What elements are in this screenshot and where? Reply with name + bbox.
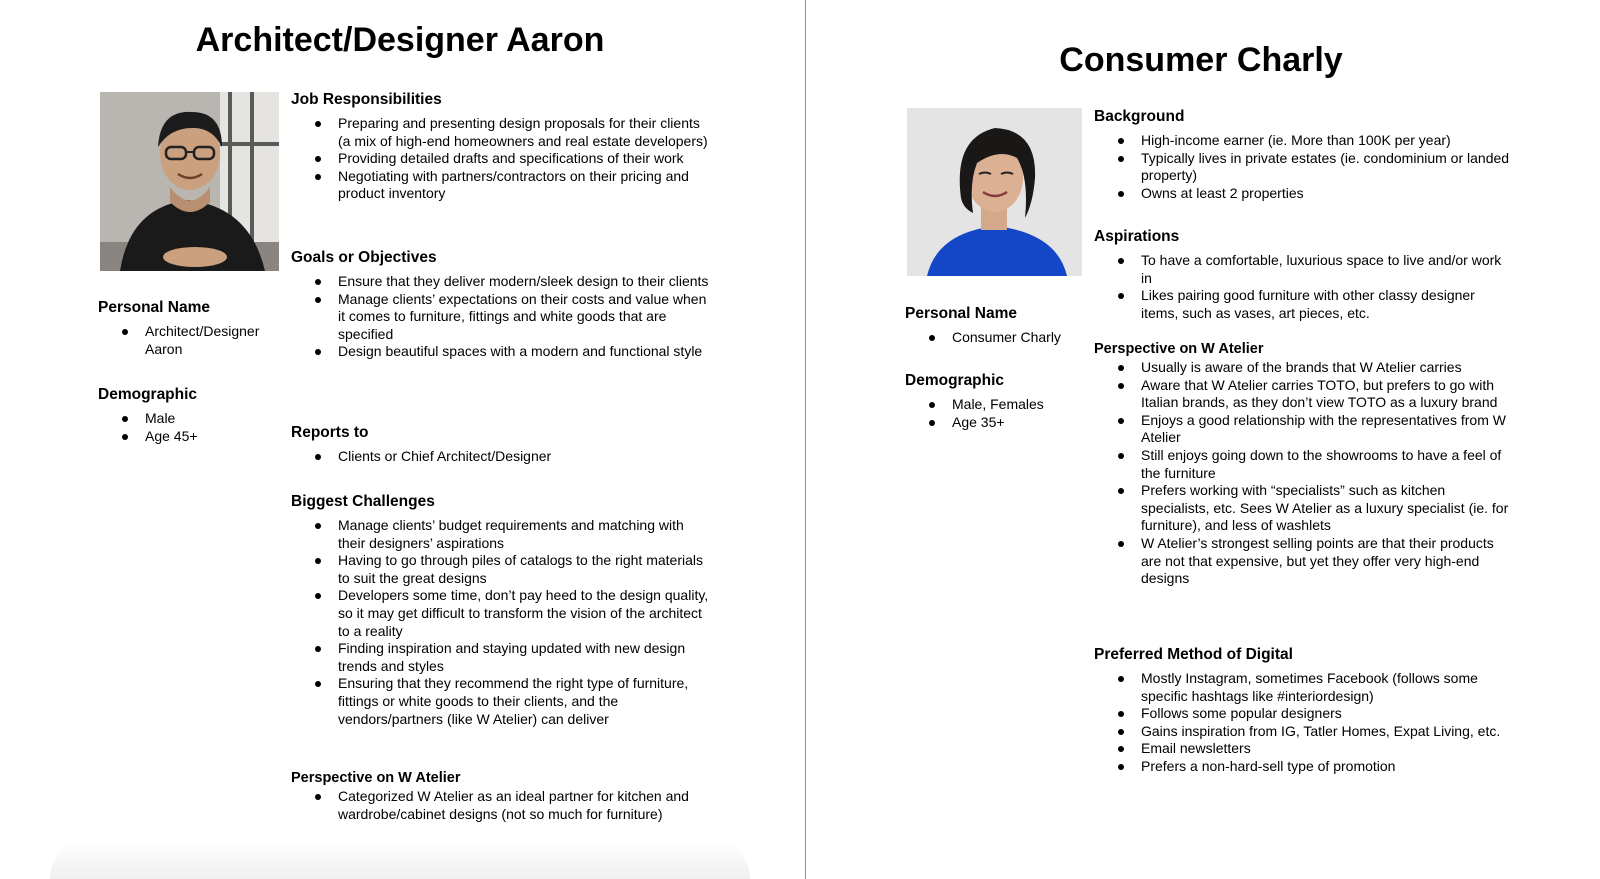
list-item: Usually is aware of the brands that W Atelier carries [1094, 359, 1514, 377]
challenges-section [291, 492, 711, 728]
demographic-heading: Demographic [98, 386, 198, 403]
personal-name-heading: Personal Name [98, 299, 210, 316]
personal-name-section [98, 298, 278, 358]
perspective-section [1094, 341, 1514, 588]
list-item: Age 35+ [905, 414, 1105, 432]
list-item: Ensure that they deliver modern/sleek design to their clients [291, 273, 711, 291]
list-item: Design beautiful spaces with a modern and functional style [291, 343, 711, 361]
list-item: Having to go through piles of catalogs to the right materials to suit the great designs [291, 552, 711, 587]
list-item: Aware that W Atelier carries TOTO, but prefers to go with Italian brands, as they don’t view TOTO as a luxury brand [1094, 377, 1514, 412]
background-heading: Background [1094, 108, 1185, 125]
list-item: Providing detailed drafts and specifications of their work [291, 150, 711, 168]
list-item: Likes pairing good furniture with other classy designer items, such as vases, art pieces, etc. [1094, 287, 1514, 322]
challenges-list [291, 517, 711, 728]
list-item: Consumer Charly [905, 329, 1105, 347]
demographic-list [905, 396, 1105, 431]
challenges-heading: Biggest Challenges [291, 493, 435, 510]
perspective-list [1094, 359, 1514, 588]
job-heading: Job Responsibilities [291, 91, 442, 108]
list-item: Owns at least 2 properties [1094, 185, 1514, 203]
goals-section [291, 248, 711, 361]
perspective-list [291, 788, 711, 823]
background-section [1094, 107, 1514, 202]
digital-section [1094, 645, 1514, 776]
perspective-section [291, 770, 711, 823]
list-item: Follows some popular designers [1094, 705, 1514, 723]
reports-list [291, 448, 711, 466]
list-item: Typically lives in private estates (ie. condominium or landed property) [1094, 150, 1514, 185]
personal-name-list [905, 329, 1105, 347]
list-item: Architect/Designer Aaron [98, 323, 278, 358]
reports-heading: Reports to [291, 424, 369, 441]
list-item: Preparing and presenting design proposals for their clients (a mix of high-end homeowners and real estate developers) [291, 115, 711, 150]
aspirations-section [1094, 227, 1514, 322]
list-item: Gains inspiration from IG, Tatler Homes, Expat Living, etc. [1094, 723, 1514, 741]
persona-photo-charly [907, 108, 1082, 276]
list-item: Mostly Instagram, sometimes Facebook (follows some specific hashtags like #interiordesign) [1094, 670, 1514, 705]
digital-heading: Preferred Method of Digital [1094, 646, 1293, 663]
aspirations-list [1094, 252, 1514, 322]
list-item: Age 45+ [98, 428, 278, 446]
list-item: Finding inspiration and staying updated with new design trends and styles [291, 640, 711, 675]
demographic-section [905, 371, 1105, 431]
personal-name-section [905, 304, 1105, 347]
list-item: To have a comfortable, luxurious space to live and/or work in [1094, 252, 1514, 287]
goals-heading: Goals or Objectives [291, 249, 437, 266]
list-item: Prefers a non-hard-sell type of promotion [1094, 758, 1514, 776]
goals-list [291, 273, 711, 361]
list-item: High-income earner (ie. More than 100K per year) [1094, 132, 1514, 150]
list-item: Male [98, 410, 278, 428]
reports-section [291, 423, 711, 466]
demographic-section [98, 385, 278, 445]
personal-name-list [98, 323, 278, 358]
list-item: Male, Females [905, 396, 1105, 414]
persona-photo-aaron [100, 92, 279, 271]
list-item: Negotiating with partners/contractors on their pricing and product inventory [291, 168, 711, 203]
page-title: Consumer Charly [1059, 41, 1343, 79]
personal-name-heading: Personal Name [905, 305, 1017, 322]
list-item: Developers some time, don’t pay heed to the design quality, so it may get difficult to transform the vision of the architect to a reality [291, 587, 711, 640]
page-title: Architect/Designer Aaron [195, 21, 605, 59]
perspective-heading: Perspective on W Atelier [1094, 341, 1264, 357]
list-item: Categorized W Atelier as an ideal partner for kitchen and wardrobe/cabinet designs (not so much for furniture) [291, 788, 711, 823]
list-item: Email newsletters [1094, 740, 1514, 758]
perspective-heading: Perspective on W Atelier [291, 770, 461, 786]
list-item: Manage clients’ expectations on their costs and value when it comes to furniture, fittings and white goods that are specified [291, 291, 711, 344]
page-shadow [50, 839, 750, 879]
job-list [291, 115, 711, 203]
aspirations-heading: Aspirations [1094, 228, 1180, 245]
list-item: Clients or Chief Architect/Designer [291, 448, 711, 466]
list-item: Enjoys a good relationship with the representatives from W Atelier [1094, 412, 1514, 447]
demographic-heading: Demographic [905, 372, 1005, 389]
list-item: W Atelier’s strongest selling points are that their products are not that expensive, but yet they offer very high-end designs [1094, 535, 1514, 588]
list-item: Still enjoys going down to the showrooms to have a feel of the furniture [1094, 447, 1514, 482]
persona-page-consumer [805, 0, 1600, 879]
background-list [1094, 132, 1514, 202]
list-item: Ensuring that they recommend the right type of furniture, fittings or white goods to their clients, and the vendors/partners (like W Atelier) can deliver [291, 675, 711, 728]
list-item: Prefers working with “specialists” such as kitchen specialists, etc. Sees W Atelier as a luxury specialist (ie. for furniture), and less of washlets [1094, 482, 1514, 535]
digital-list [1094, 670, 1514, 776]
job-section [291, 90, 711, 203]
demographic-list [98, 410, 278, 445]
list-item: Manage clients’ budget requirements and matching with their designers’ aspirations [291, 517, 711, 552]
